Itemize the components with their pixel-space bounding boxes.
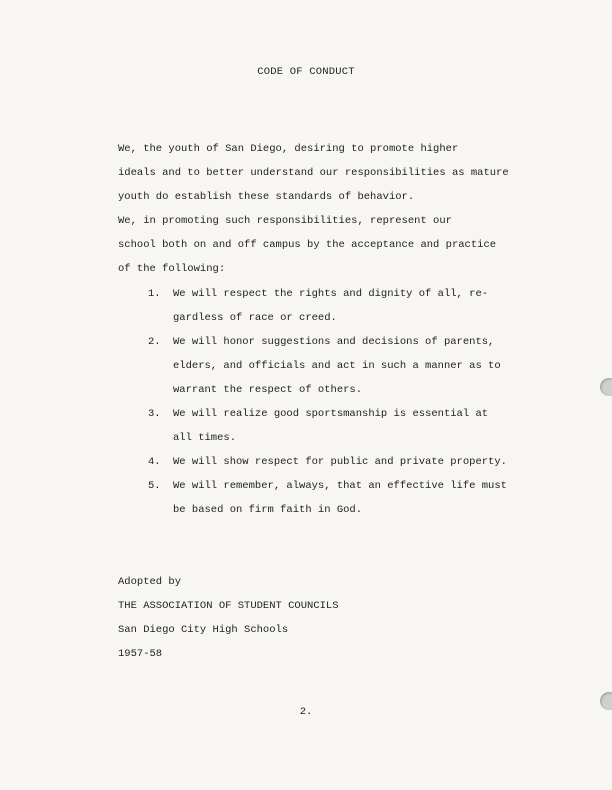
list-item xyxy=(148,474,518,522)
item-number: 2. xyxy=(148,336,161,348)
item-number: 3. xyxy=(148,408,161,420)
item-number: 5. xyxy=(148,480,161,492)
page-number: 2. xyxy=(299,706,313,718)
school-year: 1957-58 xyxy=(118,648,163,660)
intro-paragraph: We, the youth of San Diego, desiring to promote higher ideals and to better understand our responsibilities as mature youth do establish these standards of behavior. xyxy=(118,143,509,203)
item-text: We will honor suggestions and decisions of parents, elders, and officials and act in such a manner as to warrant the respect of others. xyxy=(173,336,501,396)
adopted-by-label: Adopted by xyxy=(118,576,182,588)
item-text: We will respect the rights and dignity of all, re- gardless of race or creed. xyxy=(173,288,489,324)
adoption-block xyxy=(118,570,339,666)
conduct-list xyxy=(148,282,518,522)
item-text: We will show respect for public and private property. xyxy=(173,456,507,468)
item-number: 1. xyxy=(148,288,161,300)
item-number: 4. xyxy=(148,456,161,468)
organization-name: THE ASSOCIATION OF STUDENT COUNCILS xyxy=(118,600,339,612)
list-item xyxy=(148,330,518,402)
page-title: CODE OF CONDUCT xyxy=(257,66,355,78)
schools-name: San Diego City High Schools xyxy=(118,624,289,636)
item-text: We will remember, always, that an effective life must be based on firm faith in God. xyxy=(173,480,507,516)
list-item xyxy=(148,282,518,330)
promotion-paragraph: We, in promoting such responsibilities, represent our school both on and off campus by the acceptance and practice of the following: xyxy=(118,215,497,275)
list-item xyxy=(148,450,518,474)
item-text: We will realize good sportsmanship is essential at all times. xyxy=(173,408,489,444)
list-item xyxy=(148,402,518,450)
binder-hole xyxy=(600,378,612,396)
